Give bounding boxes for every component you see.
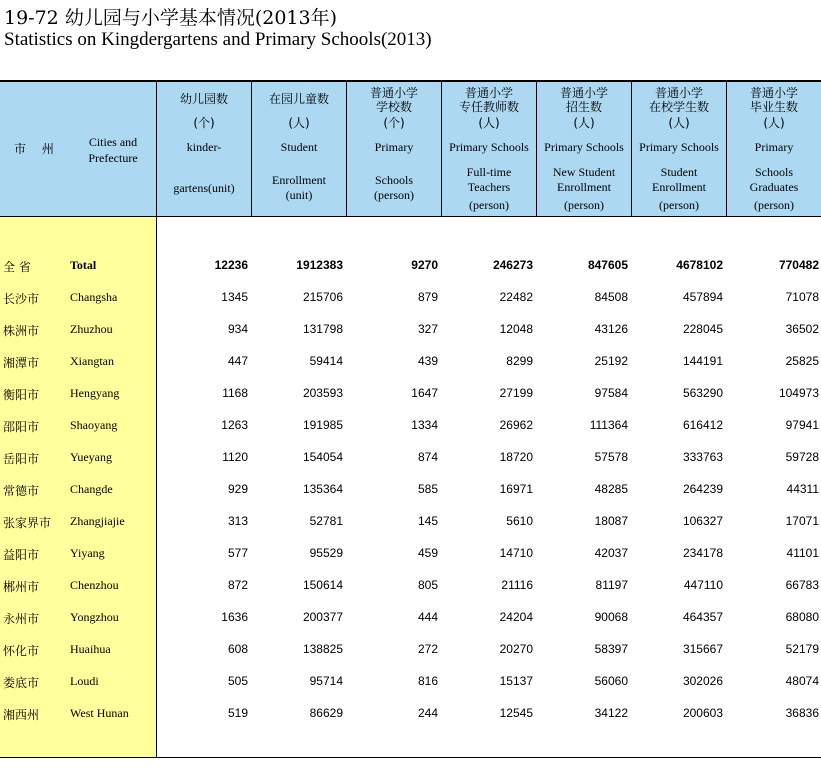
row-value-col-2: 200377 — [302, 610, 343, 624]
header-column-5-line: 招生数 — [565, 100, 602, 114]
row-value-col-6: 447110 — [683, 578, 723, 592]
row-value-col-4: 24204 — [499, 610, 533, 624]
header-column-2 — [251, 82, 346, 216]
row-value-col-2: 52781 — [309, 514, 343, 528]
row-value-col-5: 90068 — [594, 610, 628, 624]
table-row — [0, 512, 821, 532]
row-value-col-2: 138825 — [302, 642, 343, 656]
header-column-1-line: (个) — [193, 116, 215, 130]
header-column-1 — [156, 82, 251, 216]
row-value-col-3: 459 — [417, 546, 438, 560]
row-value-col-4: 15137 — [499, 674, 533, 688]
row-city-en: West Hunan — [70, 706, 129, 720]
header-column-3-line: 普通小学 — [369, 86, 418, 100]
row-value-col-4: 246273 — [492, 258, 533, 272]
header-column-5-line: (人) — [573, 116, 595, 130]
header-column-5-line: (person) — [564, 198, 604, 212]
row-city-cn: 邵阳市 — [3, 420, 40, 434]
row-city-en: Xiangtan — [70, 354, 114, 368]
row-city-en: Changde — [70, 482, 113, 496]
row-value-col-1: 934 — [227, 322, 248, 336]
table-row — [0, 352, 821, 372]
row-value-col-4: 5610 — [506, 514, 533, 528]
row-value-col-7: 97941 — [785, 418, 819, 432]
row-value-col-4: 26962 — [499, 418, 533, 432]
header-column-7-line: 普通小学 — [749, 86, 798, 100]
row-value-col-2: 95529 — [309, 546, 343, 560]
row-value-col-5: 81197 — [595, 578, 628, 592]
row-city-cn: 益阳市 — [3, 548, 40, 562]
row-value-col-3: 439 — [417, 354, 438, 368]
row-value-col-6: 106327 — [682, 514, 723, 528]
bottom-rule — [0, 757, 821, 758]
row-value-col-3: 816 — [417, 674, 438, 688]
header-column-3-line: (个) — [383, 116, 405, 130]
header-column-3 — [346, 82, 441, 216]
header-column-3-line: 学校数 — [375, 100, 412, 114]
header-column-4-line: Teachers — [467, 180, 511, 194]
row-value-col-6: 315667 — [682, 642, 723, 656]
header-city-column — [0, 82, 156, 216]
row-value-col-7: 68080 — [785, 610, 819, 624]
row-value-col-3: 244 — [417, 706, 438, 720]
row-value-col-2: 150614 — [302, 578, 343, 592]
row-value-col-6: 234178 — [682, 546, 723, 560]
row-value-col-1: 1168 — [222, 386, 248, 400]
row-value-col-6: 200603 — [682, 706, 723, 720]
header-column-7-line: (人) — [763, 116, 785, 130]
table-row — [0, 576, 821, 596]
header-column-4-line: (person) — [469, 198, 509, 212]
header-column-6 — [631, 82, 726, 216]
row-value-col-3: 444 — [417, 610, 438, 624]
header-column-6-line: (人) — [668, 116, 690, 130]
header-column-1-line: kinder- — [186, 140, 222, 154]
row-city-cn: 岳阳市 — [3, 452, 40, 466]
row-value-col-5: 48285 — [594, 482, 628, 496]
row-value-col-6: 464357 — [682, 610, 723, 624]
header-column-4-line: 普通小学 — [464, 86, 513, 100]
header-column-6-line: 在校学生数 — [648, 100, 709, 114]
page-title-english: Statistics on Kingdergartens and Primary Schools(2013) — [4, 29, 432, 50]
row-value-col-5: 34122 — [594, 706, 628, 720]
row-value-col-3: 272 — [417, 642, 438, 656]
row-city-cn: 郴州市 — [3, 580, 40, 594]
header-column-5-line: Primary Schools — [544, 140, 624, 154]
row-value-col-3: 879 — [417, 290, 438, 304]
table-row — [0, 416, 821, 436]
header-column-3-line: Primary — [374, 140, 414, 154]
row-value-col-2: 203593 — [302, 386, 343, 400]
row-city-en: Yueyang — [70, 450, 112, 464]
header-column-4-line: Primary Schools — [449, 140, 529, 154]
row-city-en: Huaihua — [70, 642, 111, 656]
header-column-5-line: Enrollment — [557, 180, 611, 194]
row-value-col-2: 95714 — [309, 674, 343, 688]
row-city-en: Loudi — [70, 674, 99, 688]
row-value-col-6: 264239 — [682, 482, 723, 496]
row-value-col-7: 17071 — [785, 514, 819, 528]
row-value-col-6: 302026 — [682, 674, 723, 688]
row-value-col-6: 333763 — [682, 450, 723, 464]
row-value-col-2: 215706 — [302, 290, 343, 304]
row-value-col-3: 327 — [417, 322, 438, 336]
header-column-2-line: (unit) — [285, 188, 313, 202]
header-city-en-line1: Cities and — [88, 135, 138, 149]
row-value-col-3: 9270 — [411, 258, 438, 272]
table-row — [0, 448, 821, 468]
row-value-col-7: 44311 — [786, 482, 819, 496]
row-value-col-2: 1912383 — [296, 258, 343, 272]
row-city-en: Chenzhou — [70, 578, 119, 592]
row-value-col-4: 21116 — [501, 578, 533, 592]
row-value-col-1: 1636 — [221, 610, 248, 624]
table-row — [0, 480, 821, 500]
row-city-cn: 娄底市 — [3, 676, 40, 690]
header-column-7-line: Primary — [754, 140, 794, 154]
header-column-2-line: Student — [280, 140, 318, 154]
row-value-col-4: 8299 — [506, 354, 533, 368]
row-value-col-1: 608 — [227, 642, 248, 656]
row-city-en: Changsha — [70, 290, 118, 304]
row-value-col-7: 52179 — [785, 642, 819, 656]
row-value-col-3: 1334 — [411, 418, 438, 432]
table-row — [0, 384, 821, 404]
row-value-col-4: 20270 — [499, 642, 533, 656]
row-value-col-7: 48074 — [785, 674, 819, 688]
header-column-5-line: 普通小学 — [559, 86, 608, 100]
table-row — [0, 608, 821, 628]
row-value-col-1: 12236 — [214, 258, 248, 272]
header-column-7-line: (person) — [754, 198, 794, 212]
row-value-col-6: 616412 — [682, 418, 723, 432]
header-column-6-line: Enrollment — [652, 180, 706, 194]
header-column-6-line: Student — [660, 165, 698, 179]
row-city-en: Yiyang — [70, 546, 105, 560]
header-column-7-line: Graduates — [749, 180, 799, 194]
row-value-col-1: 872 — [227, 578, 248, 592]
table-row — [0, 704, 821, 724]
row-value-col-1: 1120 — [222, 450, 248, 464]
row-value-col-7: 36502 — [785, 322, 819, 336]
row-value-col-1: 447 — [227, 354, 248, 368]
row-city-en: Total — [70, 258, 97, 272]
row-value-col-1: 929 — [227, 482, 248, 496]
row-value-col-5: 57578 — [594, 450, 628, 464]
row-value-col-5: 18087 — [594, 514, 628, 528]
header-column-4-line: Full-time — [466, 165, 512, 179]
row-city-en: Shaoyang — [70, 418, 118, 432]
row-value-col-1: 1345 — [221, 290, 248, 304]
header-column-4 — [441, 82, 536, 216]
row-city-cn: 衡阳市 — [3, 388, 40, 402]
row-value-col-5: 56060 — [594, 674, 628, 688]
table-header — [0, 82, 821, 217]
row-value-col-2: 131798 — [302, 322, 343, 336]
row-value-col-7: 104973 — [778, 386, 819, 400]
row-value-col-7: 71078 — [785, 290, 819, 304]
header-column-6-line: 普通小学 — [654, 86, 703, 100]
row-city-cn: 永州市 — [3, 612, 40, 626]
row-value-col-4: 22482 — [499, 290, 533, 304]
row-city-en: Yongzhou — [70, 610, 119, 624]
table-row — [0, 320, 821, 340]
row-city-cn: 怀化市 — [3, 644, 40, 658]
row-city-en: Zhuzhou — [70, 322, 113, 336]
row-value-col-4: 14710 — [499, 546, 533, 560]
row-city-cn: 张家界市 — [3, 516, 52, 530]
row-value-col-1: 505 — [227, 674, 248, 688]
row-city-cn: 常德市 — [3, 484, 40, 498]
row-value-col-1: 519 — [227, 706, 248, 720]
page-title-chinese: 19-72 幼儿园与小学基本情况(2013年) — [4, 7, 337, 29]
row-value-col-4: 27199 — [499, 386, 533, 400]
header-city-cn: 市 州 — [14, 142, 60, 156]
row-value-col-7: 59728 — [785, 450, 819, 464]
header-column-5-line: New Student — [552, 165, 616, 179]
row-value-col-2: 59414 — [309, 354, 343, 368]
header-column-6-line: (person) — [659, 198, 699, 212]
row-value-col-3: 585 — [417, 482, 438, 496]
header-city-en — [72, 134, 154, 166]
row-value-col-7: 25825 — [785, 354, 819, 368]
row-city-cn: 全 省 — [3, 260, 31, 274]
header-column-7-line: 毕业生数 — [749, 100, 798, 114]
row-value-col-3: 1647 — [411, 386, 438, 400]
table-row-total — [0, 256, 821, 276]
table-row — [0, 672, 821, 692]
header-column-2-line: Enrollment — [272, 173, 326, 187]
row-city-en: Hengyang — [70, 386, 120, 400]
header-column-1-line: 幼儿园数 — [179, 92, 228, 106]
row-value-col-7: 36836 — [785, 706, 819, 720]
row-city-cn: 湘西州 — [3, 708, 40, 722]
row-value-col-7: 66783 — [785, 578, 819, 592]
row-value-col-6: 4678102 — [676, 258, 723, 272]
row-value-col-3: 145 — [417, 514, 438, 528]
row-value-col-2: 154054 — [302, 450, 343, 464]
row-value-col-1: 313 — [227, 514, 248, 528]
row-value-col-2: 86629 — [309, 706, 343, 720]
header-city-en-line2: Prefecture — [88, 151, 138, 165]
row-value-col-5: 847605 — [587, 258, 628, 272]
row-value-col-5: 43126 — [594, 322, 628, 336]
header-column-3-line: (person) — [374, 188, 414, 202]
row-value-col-6: 563290 — [682, 386, 723, 400]
header-column-4-line: 专任教师数 — [458, 100, 519, 114]
row-value-col-2: 135364 — [302, 482, 343, 496]
header-column-7 — [726, 82, 821, 216]
row-value-col-7: 770482 — [778, 258, 819, 272]
row-value-col-5: 97584 — [594, 386, 628, 400]
row-value-col-4: 12545 — [499, 706, 533, 720]
header-column-2-line: 在园儿童数 — [268, 92, 329, 106]
header-column-3-line: Schools — [374, 173, 413, 187]
row-value-col-5: 42037 — [594, 546, 628, 560]
row-city-cn: 株洲市 — [3, 324, 40, 338]
row-value-col-6: 228045 — [682, 322, 723, 336]
row-value-col-1: 577 — [227, 546, 248, 560]
header-column-2-line: (人) — [288, 116, 310, 130]
row-value-col-1: 1263 — [221, 418, 248, 432]
row-value-col-4: 12048 — [499, 322, 533, 336]
header-column-1-line: gartens(unit) — [173, 181, 235, 195]
header-column-5 — [536, 82, 631, 216]
row-city-cn: 长沙市 — [3, 292, 40, 306]
row-value-col-5: 111364 — [589, 418, 628, 432]
row-city-en: Zhangjiajie — [70, 514, 125, 528]
table-row — [0, 288, 821, 308]
row-value-col-4: 16971 — [499, 482, 533, 496]
row-value-col-5: 58397 — [594, 642, 628, 656]
row-value-col-3: 874 — [417, 450, 438, 464]
header-column-7-line: Schools — [754, 165, 793, 179]
row-value-col-7: 41101 — [786, 546, 819, 560]
header-column-6-line: Primary Schools — [639, 140, 719, 154]
row-value-col-5: 25192 — [594, 354, 628, 368]
header-column-4-line: (人) — [478, 116, 500, 130]
row-value-col-6: 457894 — [682, 290, 723, 304]
row-value-col-5: 84508 — [594, 290, 628, 304]
table-row — [0, 640, 821, 660]
row-value-col-2: 191985 — [302, 418, 343, 432]
row-value-col-3: 805 — [417, 578, 438, 592]
row-city-cn: 湘潭市 — [3, 356, 40, 370]
row-value-col-4: 18720 — [499, 450, 533, 464]
table-row — [0, 544, 821, 564]
row-value-col-6: 144191 — [682, 354, 723, 368]
